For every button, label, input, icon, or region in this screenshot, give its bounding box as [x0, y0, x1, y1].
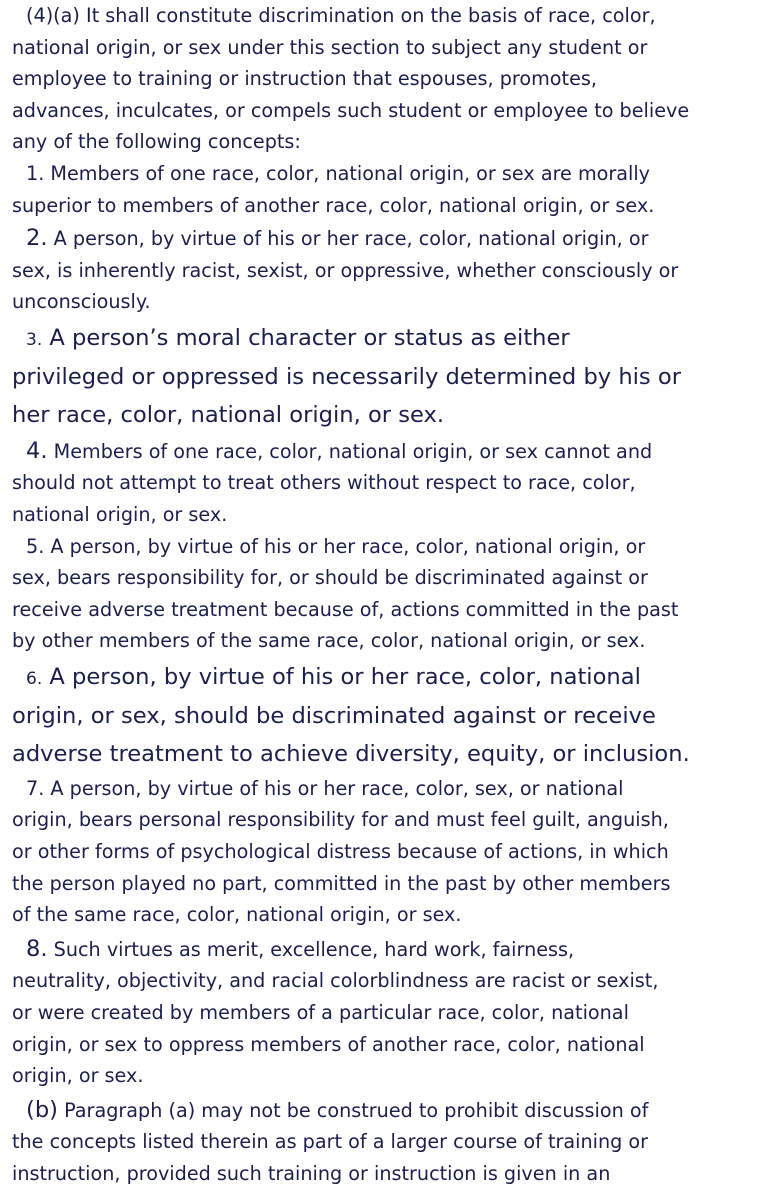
concept-item-8-marker: 8. — [26, 935, 48, 962]
concept-item-4-marker: 4. — [26, 437, 48, 464]
concept-item-5 — [12, 531, 752, 657]
concept-item-8 — [12, 934, 752, 1092]
concept-item-2-marker: 2. — [26, 225, 48, 252]
concept-item-6-text: A person, by virtue of his or her race, color, national origin, or sex, should be discriminated against or receive adverse treatment to achieve diversity, equity, or inclusion. — [12, 663, 690, 767]
section-4a-paragraph — [12, 0, 752, 158]
concept-item-1 — [12, 158, 752, 221]
concept-item-2-text: A person, by virtue of his or her race, color, national origin, or sex, is inherently racist, sexist, or oppressive, whether consciously or unconsciously. — [12, 227, 679, 314]
statute-document — [12, 0, 752, 1190]
concept-item-6-marker: 6. — [26, 668, 43, 689]
concept-item-7 — [12, 773, 752, 931]
concept-item-2 — [12, 223, 752, 318]
concept-item-4-text: Members of one race, color, national origin, or sex cannot and should not attempt to treat others without respect to race, color, national origin, or sex. — [12, 439, 653, 527]
concept-item-1-marker: 1. — [26, 161, 45, 185]
concept-item-7-marker: 7. — [26, 776, 45, 800]
concept-item-7-text: A person, by virtue of his or her race, color, sex, or national origin, bears personal responsibility for and must feel guilt, anguish, or other forms of psychological distress because of actions, in which the person played no part, committed in the past by other members of the same race, color, national origin, or sex. — [12, 776, 671, 927]
section-4a-text: It shall constitute discrimination on the basis of race, color, national origin, or sex under this section to subject any student or employee to training or instruction that espouses, promotes, advances, inculcates, or compels such student or employee to believe any of the following concepts: — [12, 4, 690, 154]
concept-item-4 — [12, 436, 752, 531]
concept-item-5-text: A person, by virtue of his or her race, color, national origin, or sex, bears responsibility for, or should be discriminated against or receive adverse treatment because of, actions committed in the past by other members of the same race, color, national origin, or sex. — [12, 534, 679, 653]
concept-item-6 — [12, 659, 752, 773]
section-4a-marker: (4)(a) — [26, 4, 80, 27]
concept-item-3-text: A person’s moral character or status as either privileged or oppressed is necessarily determined by his or her race, color, national origin, or sex. — [12, 324, 681, 428]
concept-item-1-text: Members of one race, color, national origin, or sex are morally superior to members of another race, color, national origin, or sex. — [12, 161, 655, 217]
subsection-b-marker: (b) — [26, 1096, 58, 1123]
concept-item-3 — [12, 320, 752, 434]
concept-item-8-text: Such virtues as merit, excellence, hard work, fairness, neutrality, objectivity, and racial colorblindness are racist or sexist, or were created by members of a particular race, color, national origin, or sex to oppress members of another race, color, national origin, or sex. — [12, 937, 659, 1088]
subsection-b-paragraph — [12, 1095, 752, 1190]
concept-item-5-marker: 5. — [26, 534, 45, 558]
concept-item-3-marker: 3. — [26, 329, 43, 350]
subsection-b-text: Paragraph (a) may not be construed to prohibit discussion of the concepts listed therein as part of a larger course of training or instruction, provided such training or instruction is given in an — [12, 1098, 649, 1185]
